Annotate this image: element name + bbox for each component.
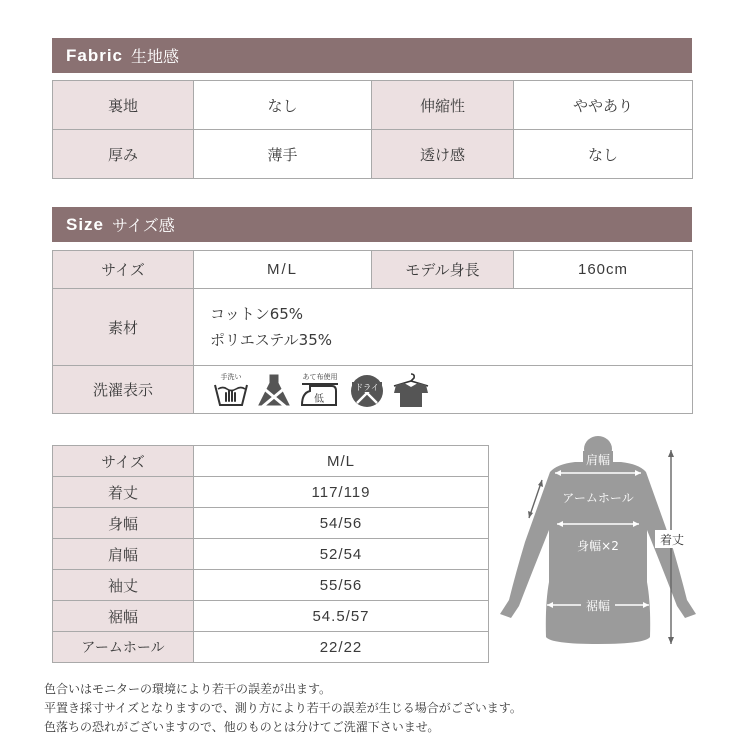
thickness-label: 厚み [53,130,194,179]
hand-wash-text: 手洗い [220,372,242,381]
material-value [194,289,693,366]
chest-label: 身幅×2 [577,539,619,553]
fabric-section-header [52,38,692,73]
hand-wash-icon [212,371,250,409]
iron-low-icon [298,371,342,409]
measure-value: 55/56 [194,570,489,601]
measure-label: アームホール [53,632,194,663]
table-row [53,477,489,508]
care-label: 洗濯表示 [53,366,194,414]
note-line: 色落ちの恐れがございますので、他のものとは分けてご洗濯下さいませ。 [44,720,440,734]
no-bleach-icon [256,371,292,409]
size-heading-en: Size [66,214,105,234]
table-row [53,632,489,663]
note-line: 平置き採寸サイズとなりますので、測り方により若干の誤差が生じる場合がございます。 [44,701,522,715]
material-line: ポリエステル35% [210,331,332,349]
lining-value: なし [194,81,372,130]
dry-clean-icon [348,371,386,409]
model-height-value: 160cm [514,251,693,289]
care-icons [194,366,693,414]
garment-diagram [495,432,710,662]
fabric-row [53,130,693,179]
measure-label: 肩幅 [53,539,194,570]
notes [44,680,522,737]
size-table [52,250,693,414]
table-row [53,539,489,570]
fabric-table [52,80,693,179]
table-row [53,508,489,539]
table-row [53,446,489,477]
note-line: 色合いはモニターの環境により若干の誤差が出ます。 [44,682,332,696]
measure-value: 22/22 [194,632,489,663]
fabric-heading-jp: 生地感 [131,47,180,66]
measure-value: 54/56 [194,508,489,539]
measure-label: サイズ [53,446,194,477]
size-heading-jp: サイズ感 [112,216,175,235]
measure-value: 52/54 [194,539,489,570]
armhole-label: アームホール [562,491,634,505]
hang-dry-icon [392,371,430,409]
measure-value: M/L [194,446,489,477]
material-label: 素材 [53,289,194,366]
table-row [53,601,489,632]
stretch-label: 伸縮性 [372,81,514,130]
iron-top-text: あて布使用 [302,372,338,381]
size-label: サイズ [53,251,194,289]
measure-label: 袖丈 [53,570,194,601]
fabric-row [53,81,693,130]
measure-value: 117/119 [194,477,489,508]
sheerness-label: 透け感 [372,130,514,179]
length-label: 着丈 [659,533,685,547]
size-row [53,251,693,289]
material-line: コットン65% [210,305,304,323]
iron-text: 低 [314,393,324,405]
lining-label: 裏地 [53,81,194,130]
measure-label: 身幅 [53,508,194,539]
size-value: M/L [194,251,372,289]
thickness-value: 薄手 [194,130,372,179]
measure-label: 裾幅 [53,601,194,632]
sheerness-value: なし [514,130,693,179]
dry-text: ドライ [355,382,379,392]
material-row [53,289,693,366]
shoulder-label: 肩幅 [585,453,611,467]
measure-label: 着丈 [53,477,194,508]
hem-label: 裾幅 [585,599,611,613]
care-row [53,366,693,414]
measurement-table [52,445,489,663]
measure-value: 54.5/57 [194,601,489,632]
table-row [53,570,489,601]
size-section-header [52,207,692,242]
fabric-heading-en: Fabric [66,45,124,65]
model-height-label: モデル身長 [372,251,514,289]
stretch-value: ややあり [514,81,693,130]
